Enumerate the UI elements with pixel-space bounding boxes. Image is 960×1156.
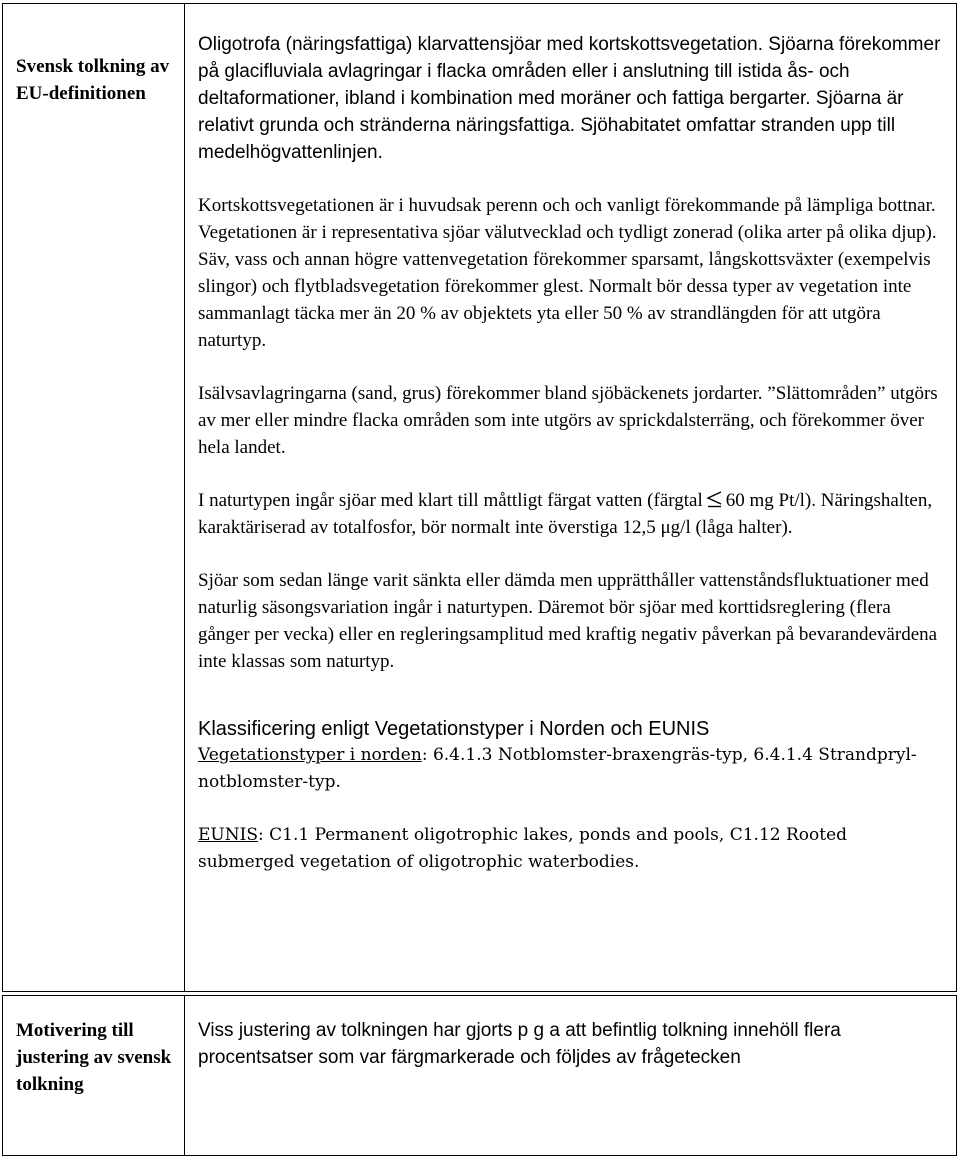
- eunis-text: : C1.1 Permanent oligotrophic lakes, ponds and pools, C1.12 Rooted submerged vegetation of oligotrophic waterbodies.: [198, 825, 848, 872]
- paragraph-deposits: Isälvsavlagringarna (sand, grus) förekommer bland sjöbäckenets jordarter. ”Slättområden” utgörs av mer eller mindre flacka områden som inte utgörs av sprickdalsterräng, och förekommer över hela landet.: [198, 383, 938, 458]
- motivation-text: Viss justering av tolkningen har gjorts p g a att befintlig tolkning innehöll flera procentsatser som var färgmarkerade och följdes av frågetecken: [198, 1020, 841, 1068]
- table-row: [3, 996, 957, 1156]
- motivation-table: [2, 995, 957, 1156]
- water-quality-after: 60 mg Pt/l). Näringshalten, karaktäriserad av totalfosfor, bör normalt inte överstiga 12,5 μg/l (låga halter).: [198, 490, 933, 538]
- row-label-text: Motivering till justering av svensk tolkning: [16, 1020, 172, 1095]
- paragraph-vegetation: Kortskottsvegetationen är i huvudsak perenn och och vanligt förekommande på lämpliga bottnar. Vegetationen är i representativa sjöar välutvecklad och tydligt zonerad (olika arter på olika djup). Säv, vass och annan högre vattenvegetation förekommer sparsamt, långskottsväxter (exempelvis slingor) och flytbladsvegetation förekommer glest. Normalt bör dessa typer av vegetation inte sammanlagt täcka mer än 20 % av objektets yta eller 50 % av strandlängden för att utgöra naturtyp.: [198, 195, 937, 351]
- vn-text: : 6.4.1.3 Notblomster-braxengräs-typ, 6.4.1.4 Strandpryl-notblomster-typ.: [198, 745, 917, 792]
- row-content: [185, 4, 957, 992]
- row-label: [3, 4, 185, 992]
- paragraph-habitat: [198, 31, 946, 166]
- paragraph-water-quality: [198, 487, 946, 541]
- classification-eunis: [198, 822, 946, 876]
- classification-vn: [198, 742, 946, 796]
- water-quality-before: I naturtypen ingår sjöar med klart till måttligt färgat vatten (färgtal: [198, 490, 703, 511]
- vn-link[interactable]: Vegetationstyper i norden: [198, 745, 422, 765]
- paragraph-regulation: Sjöar som sedan länge varit sänkta eller dämda men upprätthåller vattenståndsfluktuationer med naturlig säsongsvariation ingår i naturtypen. Däremot bör sjöar med korttidsreglering (flera gånger per vecka) eller en regleringsamplitud med kraftig negativ påverkan på bevarandevärdena inte klassas som naturtyp.: [198, 570, 938, 672]
- paragraph-habitat-text: Oligotrofa (näringsfattiga) klarvattensjöar med kortskottsvegetation. Sjöarna förekommer på glacifluviala avlagringar i flacka områden eller i anslutning till istida ås- och deltaformationer, ibland i kombination med moräner och fattiga bergarter. Sjöarna är relativt grunda och stränderna näringsfattiga. Sjöhabitatet omfattar stranden upp till medelhögvattenlinjen.: [198, 34, 941, 163]
- less-or-equal-icon: [705, 490, 724, 508]
- classification-heading: Klassificering enligt Vegetationstyper i Norden och EUNIS: [198, 718, 710, 740]
- row-content: [185, 996, 957, 1156]
- eunis-link[interactable]: EUNIS: [198, 825, 258, 845]
- table-row: [3, 4, 957, 992]
- interpretation-table: [2, 3, 957, 992]
- row-label: [3, 996, 185, 1156]
- row-label-text: Svensk tolkning av EU-definitionen: [16, 56, 170, 104]
